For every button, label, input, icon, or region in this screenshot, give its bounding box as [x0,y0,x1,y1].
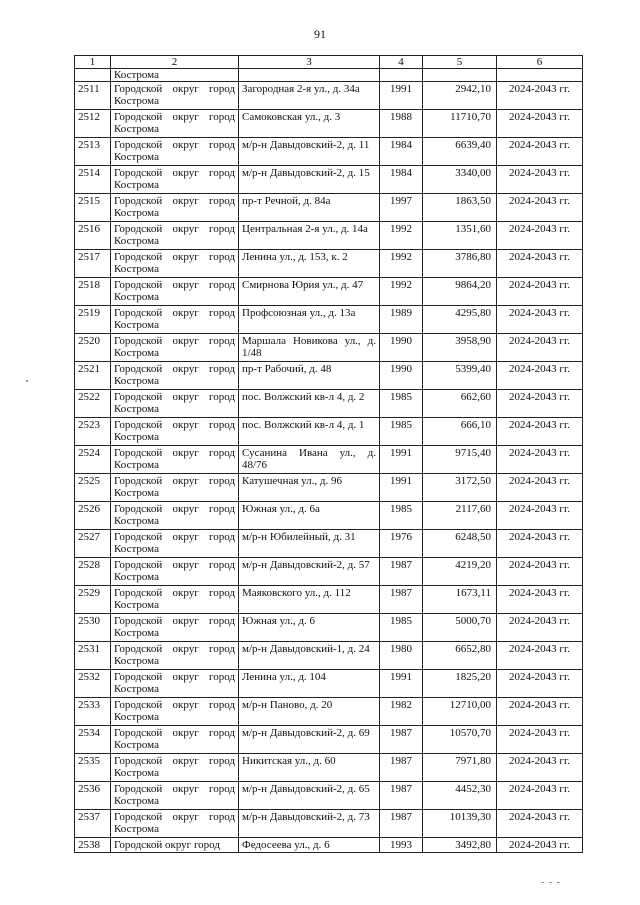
area-cell: 11710,70 [423,110,497,138]
year-cell: 1987 [380,558,423,586]
column-header: 1 [75,56,111,69]
table-row [75,642,583,670]
period-cell: 2024-2043 гг. [497,782,583,810]
area-cell: 5399,40 [423,362,497,390]
area-cell: 1351,60 [423,222,497,250]
address-cell: пр-т Рабочий, д. 48 [239,362,380,390]
period-cell: 2024-2043 гг. [497,362,583,390]
period-cell: 2024-2043 гг. [497,614,583,642]
address-cell: пр-т Речной, д. 84а [239,194,380,222]
address-cell: Профсоюзная ул., д. 13а [239,306,380,334]
column-header: 5 [423,56,497,69]
district-cell: Городской округ город [111,838,239,853]
year-cell: 1985 [380,418,423,446]
row-number-cell: 2534 [75,726,111,754]
row-number-cell: 2515 [75,194,111,222]
address-cell: Ленина ул., д. 153, к. 2 [239,250,380,278]
table-row [75,698,583,726]
period-cell: 2024-2043 гг. [497,670,583,698]
period-cell: 2024-2043 гг. [497,446,583,474]
address-cell: м/р-н Юбилейный, д. 31 [239,530,380,558]
table-row [75,754,583,782]
period-cell: 2024-2043 гг. [497,306,583,334]
year-cell: 1984 [380,166,423,194]
year-cell: 1991 [380,446,423,474]
period-cell: 2024-2043 гг. [497,586,583,614]
year-cell: 1987 [380,754,423,782]
year-cell: 1997 [380,194,423,222]
year-cell: 1988 [380,110,423,138]
area-cell: 3492,80 [423,838,497,853]
area-cell: 662,60 [423,390,497,418]
period-cell: 2024-2043 гг. [497,138,583,166]
table-row [75,782,583,810]
area-cell: 3340,00 [423,166,497,194]
district-cell: Городской округ город Кострома [111,698,239,726]
address-cell: Самоковская ул., д. 3 [239,110,380,138]
table-row [75,138,583,166]
area-cell: 10570,70 [423,726,497,754]
row-number-cell: 2526 [75,502,111,530]
row-number-cell: 2537 [75,810,111,838]
table-row [75,418,583,446]
table-row [75,166,583,194]
district-cell: Городской округ город Кострома [111,810,239,838]
area-cell: 9715,40 [423,446,497,474]
district-cell: Городской округ город Кострома [111,446,239,474]
area-cell: 9864,20 [423,278,497,306]
period-cell: 2024-2043 гг. [497,642,583,670]
district-cell: Городской округ город Кострома [111,194,239,222]
column-header-row [75,56,583,69]
period-cell [497,69,583,82]
area-cell: 5000,70 [423,614,497,642]
table-row [75,586,583,614]
scan-speck [26,380,28,382]
row-number-cell: 2531 [75,642,111,670]
year-cell: 1976 [380,530,423,558]
address-cell: Маршала Новикова ул., д. 1/48 [239,334,380,362]
table-row [75,222,583,250]
period-cell: 2024-2043 гг. [497,222,583,250]
area-cell: 666,10 [423,418,497,446]
area-cell: 2942,10 [423,82,497,110]
period-cell: 2024-2043 гг. [497,810,583,838]
period-cell: 2024-2043 гг. [497,418,583,446]
continued-row [75,69,583,82]
row-number-cell: 2520 [75,334,111,362]
year-cell: 1987 [380,586,423,614]
address-cell: м/р-н Давыдовский-2, д. 69 [239,726,380,754]
table-row [75,446,583,474]
period-cell: 2024-2043 гг. [497,698,583,726]
district-cell: Городской округ город Кострома [111,110,239,138]
address-cell: пос. Волжский кв-л 4, д. 2 [239,390,380,418]
period-cell: 2024-2043 гг. [497,474,583,502]
year-cell: 1989 [380,306,423,334]
area-cell [423,69,497,82]
year-cell: 1990 [380,362,423,390]
row-number-cell: 2535 [75,754,111,782]
year-cell: 1985 [380,390,423,418]
address-cell: м/р-н Давыдовский-2, д. 73 [239,810,380,838]
district-cell: Городской округ город Кострома [111,670,239,698]
year-cell: 1990 [380,334,423,362]
year-cell: 1991 [380,82,423,110]
period-cell: 2024-2043 гг. [497,726,583,754]
district-cell: Городской округ город Кострома [111,726,239,754]
district-cell: Городской округ город Кострома [111,390,239,418]
address-cell: Сусанина Ивана ул., д. 48/76 [239,446,380,474]
district-cell: Кострома [111,69,239,82]
district-cell: Городской округ город Кострома [111,166,239,194]
address-cell: пос. Волжский кв-л 4, д. 1 [239,418,380,446]
address-cell: Смирнова Юрия ул., д. 47 [239,278,380,306]
year-cell: 1987 [380,810,423,838]
address-cell: м/р-н Паново, д. 20 [239,698,380,726]
table-row [75,614,583,642]
address-cell: Центральная 2-я ул., д. 14а [239,222,380,250]
table-row [75,726,583,754]
row-number-cell: 2527 [75,530,111,558]
district-cell: Городской округ город Кострома [111,474,239,502]
district-cell: Городской округ город Кострома [111,586,239,614]
row-number-cell: 2516 [75,222,111,250]
column-header: 6 [497,56,583,69]
period-cell: 2024-2043 гг. [497,502,583,530]
table-row [75,390,583,418]
row-number-cell: 2530 [75,614,111,642]
address-cell: м/р-н Давыдовский-2, д. 11 [239,138,380,166]
year-cell: 1985 [380,614,423,642]
district-cell: Городской округ город Кострома [111,754,239,782]
area-cell: 4452,30 [423,782,497,810]
district-cell: Городской округ город Кострома [111,82,239,110]
district-cell: Городской округ город Кострома [111,222,239,250]
district-cell: Городской округ город Кострома [111,558,239,586]
district-cell: Городской округ город Кострома [111,614,239,642]
area-cell: 10139,30 [423,810,497,838]
row-number-cell: 2538 [75,838,111,853]
row-number-cell: 2523 [75,418,111,446]
period-cell: 2024-2043 гг. [497,754,583,782]
row-number-cell: 2532 [75,670,111,698]
year-cell: 1992 [380,250,423,278]
period-cell: 2024-2043 гг. [497,278,583,306]
table-row [75,474,583,502]
row-number-cell: 2524 [75,446,111,474]
corner-mark: - - - [541,877,561,888]
registry-table [74,55,583,853]
area-cell: 4219,20 [423,558,497,586]
year-cell [380,69,423,82]
area-cell: 3958,90 [423,334,497,362]
year-cell: 1984 [380,138,423,166]
area-cell: 2117,60 [423,502,497,530]
area-cell: 1863,50 [423,194,497,222]
column-header: 2 [111,56,239,69]
address-cell: Маяковского ул., д. 112 [239,586,380,614]
area-cell: 3172,50 [423,474,497,502]
year-cell: 1991 [380,474,423,502]
table-row [75,110,583,138]
address-cell: м/р-н Давыдовский-2, д. 15 [239,166,380,194]
address-cell: Никитская ул., д. 60 [239,754,380,782]
area-cell: 6639,40 [423,138,497,166]
table-row [75,194,583,222]
column-header: 4 [380,56,423,69]
table-row [75,810,583,838]
area-cell: 6652,80 [423,642,497,670]
address-cell: м/р-н Давыдовский-2, д. 65 [239,782,380,810]
area-cell: 6248,50 [423,530,497,558]
district-cell: Городской округ город Кострома [111,334,239,362]
address-cell: Катушечная ул., д. 96 [239,474,380,502]
table-row [75,250,583,278]
address-cell: Южная ул., д. 6а [239,502,380,530]
address-cell: м/р-н Давыдовский-2, д. 57 [239,558,380,586]
period-cell: 2024-2043 гг. [497,166,583,194]
column-header: 3 [239,56,380,69]
period-cell: 2024-2043 гг. [497,194,583,222]
row-number-cell: 2511 [75,82,111,110]
table-row [75,558,583,586]
district-cell: Городской округ город Кострома [111,502,239,530]
table-row [75,530,583,558]
period-cell: 2024-2043 гг. [497,530,583,558]
row-number-cell [75,69,111,82]
year-cell: 1993 [380,838,423,853]
table-row [75,670,583,698]
district-cell: Городской округ город Кострома [111,418,239,446]
district-cell: Городской округ город Кострома [111,362,239,390]
address-cell: Загородная 2-я ул., д. 34а [239,82,380,110]
table-row [75,502,583,530]
district-cell: Городской округ город Кострома [111,530,239,558]
row-number-cell: 2521 [75,362,111,390]
period-cell: 2024-2043 гг. [497,390,583,418]
district-cell: Городской округ город Кострома [111,642,239,670]
table-row [75,838,583,853]
row-number-cell: 2513 [75,138,111,166]
year-cell: 1982 [380,698,423,726]
table-row [75,82,583,110]
district-cell: Городской округ город Кострома [111,278,239,306]
address-cell: Южная ул., д. 6 [239,614,380,642]
year-cell: 1991 [380,670,423,698]
row-number-cell: 2525 [75,474,111,502]
address-cell: Федосеева ул., д. 6 [239,838,380,853]
address-cell [239,69,380,82]
row-number-cell: 2529 [75,586,111,614]
table-row [75,306,583,334]
year-cell: 1987 [380,782,423,810]
area-cell: 1825,20 [423,670,497,698]
row-number-cell: 2522 [75,390,111,418]
year-cell: 1985 [380,502,423,530]
area-cell: 7971,80 [423,754,497,782]
row-number-cell: 2528 [75,558,111,586]
row-number-cell: 2519 [75,306,111,334]
year-cell: 1992 [380,278,423,306]
table-row [75,278,583,306]
row-number-cell: 2514 [75,166,111,194]
period-cell: 2024-2043 гг. [497,82,583,110]
address-cell: м/р-н Давыдовский-1, д. 24 [239,642,380,670]
district-cell: Городской округ город Кострома [111,138,239,166]
address-cell: Ленина ул., д. 104 [239,670,380,698]
row-number-cell: 2517 [75,250,111,278]
year-cell: 1980 [380,642,423,670]
row-number-cell: 2518 [75,278,111,306]
period-cell: 2024-2043 гг. [497,334,583,362]
year-cell: 1987 [380,726,423,754]
area-cell: 4295,80 [423,306,497,334]
district-cell: Городской округ город Кострома [111,306,239,334]
table-row [75,334,583,362]
area-cell: 1673,11 [423,586,497,614]
period-cell: 2024-2043 гг. [497,250,583,278]
row-number-cell: 2512 [75,110,111,138]
year-cell: 1992 [380,222,423,250]
page-number: 91 [314,27,326,41]
table-row [75,362,583,390]
period-cell: 2024-2043 гг. [497,110,583,138]
row-number-cell: 2536 [75,782,111,810]
district-cell: Городской округ город Кострома [111,782,239,810]
area-cell: 3786,80 [423,250,497,278]
area-cell: 12710,00 [423,698,497,726]
district-cell: Городской округ город Кострома [111,250,239,278]
period-cell: 2024-2043 гг. [497,838,583,853]
row-number-cell: 2533 [75,698,111,726]
period-cell: 2024-2043 гг. [497,558,583,586]
